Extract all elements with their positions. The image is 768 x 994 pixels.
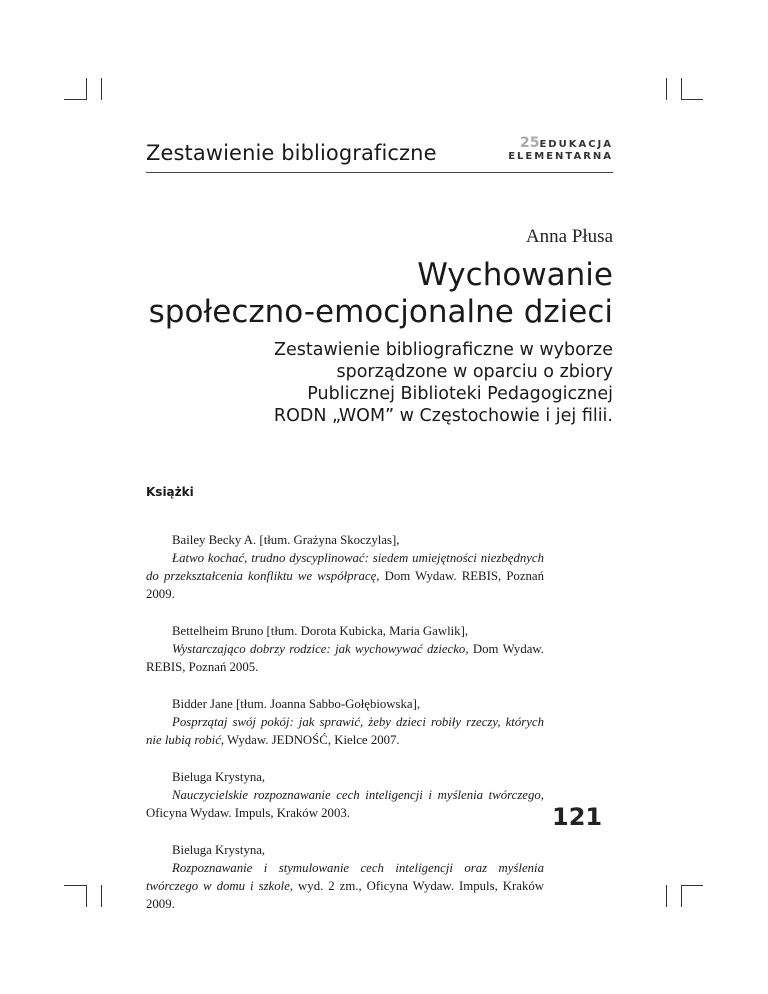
entry-author: Bettelheim Bruno [tłum. Dorota Kubicka, Maria Gawlik], — [172, 624, 469, 638]
entry-author: Bieluga Krystyna, — [172, 843, 266, 857]
subtitle-line: Zestawienie bibliograficzne w wyborze — [274, 340, 613, 360]
bibliography-entry — [146, 695, 544, 749]
running-header-section: Zestawienie bibliograficzne — [146, 141, 437, 165]
entry-author: Bidder Jane [tłum. Joanna Sabbo-Gołębiowska], — [172, 697, 421, 711]
entry-title: Posprzątaj swój pokój: jak sprawić, żeby dzieci robiły rzeczy, których nie lubią robić — [146, 715, 544, 747]
article-author: Anna Płusa — [525, 226, 613, 247]
entry-title: Wystarczająco dobrzy rodzice: jak wychowywać dziecko — [172, 642, 466, 656]
entry-title: Nauczycielskie rozpoznawanie cech inteligencji i myślenia twórczego — [172, 788, 541, 802]
bibliography-entry — [146, 531, 544, 603]
entry-publication: , Oficyna Wydaw. Impuls, Kraków 2003. — [146, 788, 544, 820]
article-title — [149, 257, 613, 331]
subtitle-line: Publicznej Biblioteki Pedagogicznej — [307, 384, 613, 404]
title-line-2: społeczno-emocjonalne dzieci — [148, 294, 613, 330]
entry-publication: , Dom Wydaw. REBIS, Poznań 2009. — [146, 569, 544, 601]
brand-word-2: ELEMENTARNA — [508, 151, 613, 162]
subtitle-line: sporządzone w oparciu o zbiory — [336, 362, 613, 382]
entry-title: Łatwo kochać, trudno dyscyplinować: siedem umiejętności niezbędnych do przekształcenia konfliktu we współpracę — [146, 551, 544, 583]
entry-publication: , Wydaw. JEDNOŚĆ, Kielce 2007. — [220, 733, 400, 747]
entry-author: Bieluga Krystyna, — [172, 770, 266, 784]
title-line-1: Wychowanie — [417, 257, 613, 293]
entry-publication: , wyd. 2 zm., Oficyna Wydaw. Impuls, Kraków 2009. — [146, 879, 544, 911]
bibliography-entry — [146, 841, 544, 913]
entry-author: Bailey Becky A. [tłum. Grażyna Skoczylas], — [172, 533, 400, 547]
article-subtitle — [274, 339, 613, 427]
bibliography-list — [146, 531, 544, 932]
header-rule — [146, 172, 613, 173]
entry-title: Rozpoznawanie i stymulowanie cech inteligencji oraz myślenia twórczego w domu i szkole — [146, 861, 544, 893]
brand-word-1: EDUKACJA — [539, 139, 613, 150]
subtitle-line: RODN „WOM” w Częstochowie i jej filii. — [273, 406, 613, 426]
entry-publication: , Dom Wydaw. REBIS, Poznań 2005. — [146, 642, 545, 674]
bibliography-entry — [146, 768, 544, 822]
section-heading: Książki — [146, 485, 194, 499]
journal-brand — [508, 136, 613, 163]
brand-number: 25 — [519, 135, 540, 151]
bibliography-entry — [146, 622, 544, 676]
page-number: 121 — [552, 803, 603, 831]
